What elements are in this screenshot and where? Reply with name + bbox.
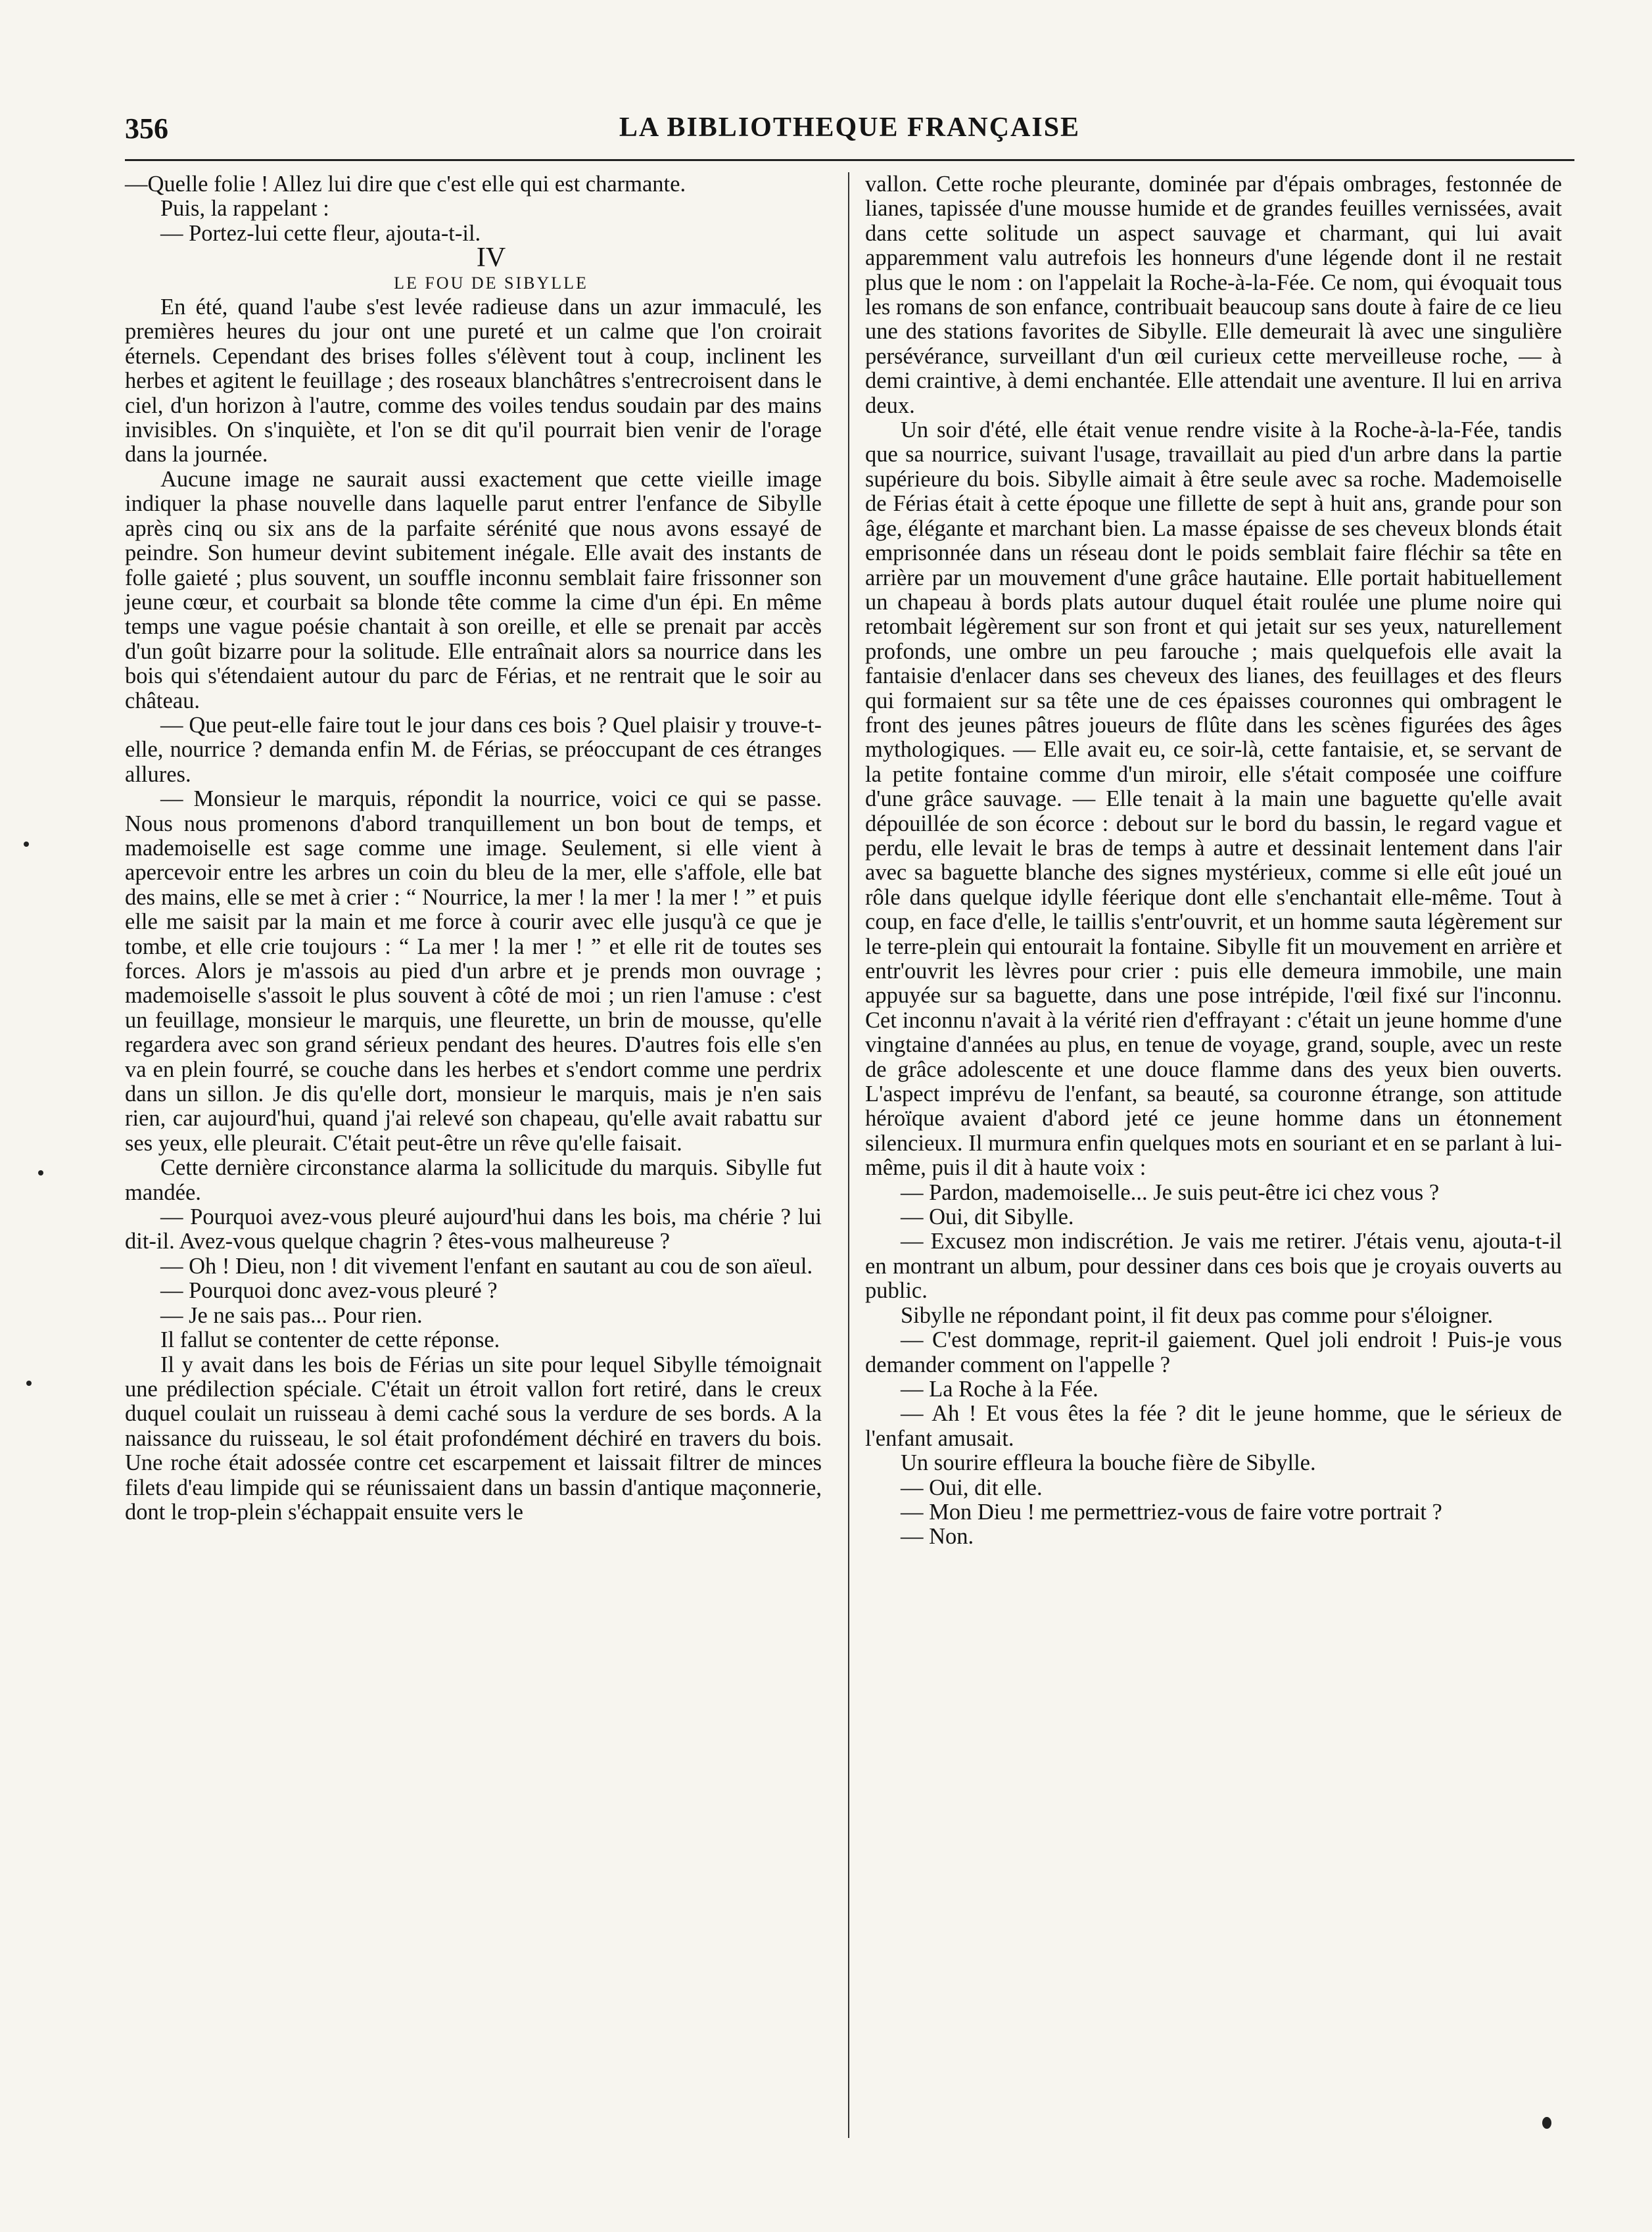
paragraph: Sibylle ne répondant point, il fit deux pas comme pour s'éloigner. [901, 1302, 1494, 1328]
column-divider [848, 172, 849, 2138]
paragraph: — Ah ! Et vous êtes la fée ? dit le jeune homme, que le sérieux de l'enfant amusait. [865, 1401, 1562, 1451]
paragraph: — Pardon, mademoiselle... Je suis peut-être ici chez vous ? [901, 1179, 1440, 1205]
paragraph: — C'est dommage, reprit-il gaiement. Quel joli endroit ! Puis-je vous demander comment on l'appelle ? [865, 1327, 1562, 1377]
print-speck [26, 1381, 32, 1386]
paragraph: Un soir d'été, elle était venue rendre visite à la Roche-à-la-Fée, tandis que sa nourrice, suivant l'usage, travaillait au pied d'un arbre dans la partie supérieure du bois. Sibylle aimait à être seule avec sa roche. Mademoiselle de Férias était à cette époque une fillette de sept à huit ans, grande pour son âge, élégante et marchant bien. La masse épaisse de ses cheveux blonds était emprisonnée dans un réseau dont le poids semblait faire fléchir sa tête en arrière par un mouvement d'une grâce hautaine. Elle portait habituellement un chapeau à bords plats autour duquel était roulée une plume noire qui retombait légèrement sur son front et qui jetait sur ses yeux, naturellement profonds, une ombre un peu farouche ; mais quelquefois elle avait la fantaisie d'enlacer dans ses cheveux des lianes, des feuillages et des fleurs qui formaient sur sa tête une de ces épaisses couronnes qui ombragent le front des jeunes pâtres joueurs de flûte dans les scènes figurées des âges mythologiques. — Elle avait eu, ce soir-là, cette fantaisie, et, se servant de la petite fontaine comme d'un miroir, elle s'était composée une coiffure d'une grâce sauvage. — Elle tenait à la main une baguette qu'elle avait dépouillée de son écorce : debout sur le bord du bassin, le regard vague et perdu, elle levait le bras de temps à autre et dessinait lentement dans l'air avec sa baguette blanche des signes mystérieux, comme si elle eût joué un rôle dans quelque idylle féerique dont elle s'enchantait elle-même. Tout à coup, en face d'elle, le taillis s'entr'ouvrit, et un homme sauta légèrement sur le terre-plein qui entourait la fontaine. Sibylle fit un mouvement en arrière et entr'ouvrit les lèvres pour crier : puis elle demeura immobile, une main appuyée sur sa baguette, dans une pose intrépide, l'œil fixé sur l'inconnu. Cet inconnu n'avait à la vérité rien d'effrayant : c'était un jeune homme d'une vingtaine d'années au plus, en tenue de voyage, grand, souple, avec un reste de grâce adolescente et une douce flamme dans des yeux bien ouverts. L'aspect imprévu de l'enfant, sa beauté, sa couronne étrange, son attitude héroïque avaient d'abord jeté ce jeune homme dans un étonnement silencieux. Il murmura enfin quelques mots en souriant et en se parlant à lui-même, puis il dit à haute voix : [865, 417, 1562, 1181]
header-rule [125, 159, 1574, 161]
paragraph: Puis, la rappelant : [160, 196, 329, 222]
paragraph: — Que peut-elle faire tout le jour dans ces bois ? Quel plaisir y trouve-t-elle, nourrice ? demanda enfin M. de Férias, se préoccupant de ces étranges allures. [125, 712, 822, 787]
print-speck [24, 842, 29, 847]
print-speck [1542, 2117, 1551, 2129]
paragraph: — Portez-lui cette fleur, ajouta-t-il. [160, 220, 481, 246]
paragraph: — Non. [901, 1524, 974, 1550]
paragraph: — Oui, dit elle. [901, 1475, 1043, 1500]
paragraph: — Pourquoi avez-vous pleuré aujourd'hui dans les bois, ma chérie ? lui dit-il. Avez-vous quelque chagrin ? êtes-vous malheureuse ? [125, 1204, 822, 1254]
chapter-title: LE FOU DE SIBYLLE [394, 273, 588, 293]
page-header [125, 112, 1574, 158]
paragraph: — Je ne sais pas... Pour rien. [160, 1302, 423, 1328]
paragraph: En été, quand l'aube s'est levée radieuse dans un azur immaculé, les premières heures du jour ont une pureté et un calme que l'on croirait éternels. Cependant des brises folles s'élèvent tout à coup, inclinent les herbes et agitent le feuillage ; des roseaux blanchâtres s'entrecroisent dans le ciel, d'un horizon à l'autre, comme des voiles tendus soudain par des mains invisibles. On s'inquiète, et l'on se dit qu'il pourrait bien venir de l'orage dans la journée. [125, 295, 822, 467]
paragraph: — Monsieur le marquis, répondit la nourrice, voici ce qui se passe. Nous nous promenons d'abord tranquillement un bon bout de temps, et mademoiselle est sage comme une image. Seulement, si elle vient à apercevoir entre les arbres un coin du bleu de la mer, elle s'affole, elle bat des mains, elle se met à crier : “ Nourrice, la mer ! la mer ! la mer ! ” et puis elle me saisit par la main et me force à courir avec elle jusqu'à ce que je tombe, et elle crie toujours : “ La mer ! la mer ! ” et elle rit de toutes ses forces. Alors je m'assois au pied d'un arbre et je prends mon ouvrage ; mademoiselle s'assoit le plus souvent à côté de moi ; un rien l'amuse : c'est un feuillage, monsieur le marquis, une fleurette, un brin de mousse, qu'elle regardera avec son grand sérieux pendant des heures. D'autres fois elle s'en va en plein fourré, se couche dans les herbes et s'endort comme une perdrix dans un sillon. Je dis qu'elle dort, monsieur le marquis, mais je n'en sais rien, car aujourd'hui, quand j'ai relevé son chapeau, qu'elle avait rabattu sur ses yeux, elle pleurait. C'était peut-être un rêve qu'elle faisait. [125, 786, 822, 1156]
paragraph: — La Roche à la Fée. [901, 1376, 1098, 1402]
chapter-number: IV [476, 243, 506, 273]
left-column [125, 172, 822, 1525]
paragraph: Aucune image ne saurait aussi exactement que cette vieille image indiquer la phase nouvelle dans laquelle parut entrer l'enfance de Sibylle après cinq ou six ans de la parfaite sérénité que nous avons essayé de peindre. Son humeur devint subitement inégale. Elle avait des instants de folle gaieté ; plus souvent, un souffle inconnu semblait faire frissonner son jeune cœur, et courbait sa blonde tête comme la cime d'un épi. En même temps une vague poésie chantait à son oreille, et elle se prenait par accès d'un goût bizarre pour la solitude. Elle entraînait alors sa nourrice dans les bois qui s'étendaient autour du parc de Férias, et ne rentrait que le soir au château. [125, 466, 822, 713]
paragraph: — Excusez mon indiscrétion. Je vais me retirer. J'étais venu, ajouta-t-il en montrant un album, pour dessiner dans ces bois que je croyais ouverts au public. [865, 1229, 1562, 1304]
paragraph: — Oh ! Dieu, non ! dit vivement l'enfant en sautant au cou de son aïeul. [160, 1253, 813, 1279]
paragraph: — Pourquoi donc avez-vous pleuré ? [160, 1278, 498, 1304]
paragraph: —Quelle folie ! Allez lui dire que c'est elle qui est charmante. [125, 172, 686, 197]
paragraph: Il y avait dans les bois de Férias un site pour lequel Sibylle témoignait une prédilection spéciale. C'était un étroit vallon fort retiré, dans le creux duquel coulait un ruisseau à demi caché sous la verdure de ses bords. A la naissance du ruisseau, le sol était profondément déchiré en travers du bois. Une roche était adossée contre cet escarpement et laissait filtrer de minces filets d'eau limpide qui se réunissaient dans un bassin d'antique maçonnerie, dont le trop-plein s'échappait ensuite vers le [125, 1352, 822, 1525]
paragraph: Il fallut se contenter de cette réponse. [160, 1327, 500, 1353]
paragraph: vallon. Cette roche pleurante, dominée par d'épais ombrages, festonnée de lianes, tapissée d'une mousse humide et de grandes feuilles vernissées, avait dans cette solitude un aspect sauvage et charmant, qui lui avait apparemment valu autrefois les honneurs d'une légende dont il ne restait plus que le nom : on l'appelait la Roche-à-la-Fée. Ce nom, qui évoquait tous les romans de son enfance, contribuait beaucoup sans doute à faire de ce lieu une des stations favorites de Sibylle. Elle demeurait là avec une singulière persévérance, surveillant d'un œil curieux cette merveilleuse roche, — à demi craintive, à demi enchantée. Elle attendait une aventure. Il lui en arriva deux. [865, 172, 1562, 418]
paragraph: Cette dernière circonstance alarma la sollicitude du marquis. Sibylle fut mandée. [125, 1155, 822, 1205]
right-column [865, 172, 1562, 1550]
running-title: LA BIBLIOTHEQUE FRANÇAISE [619, 112, 1081, 143]
print-speck [38, 1170, 43, 1175]
paragraph: Un sourire effleura la bouche fière de Sibylle. [901, 1450, 1316, 1476]
paragraph: — Mon Dieu ! me permettriez-vous de faire votre portrait ? [901, 1499, 1442, 1525]
paragraph: — Oui, dit Sibylle. [901, 1204, 1074, 1230]
page-number: 356 [125, 112, 168, 145]
